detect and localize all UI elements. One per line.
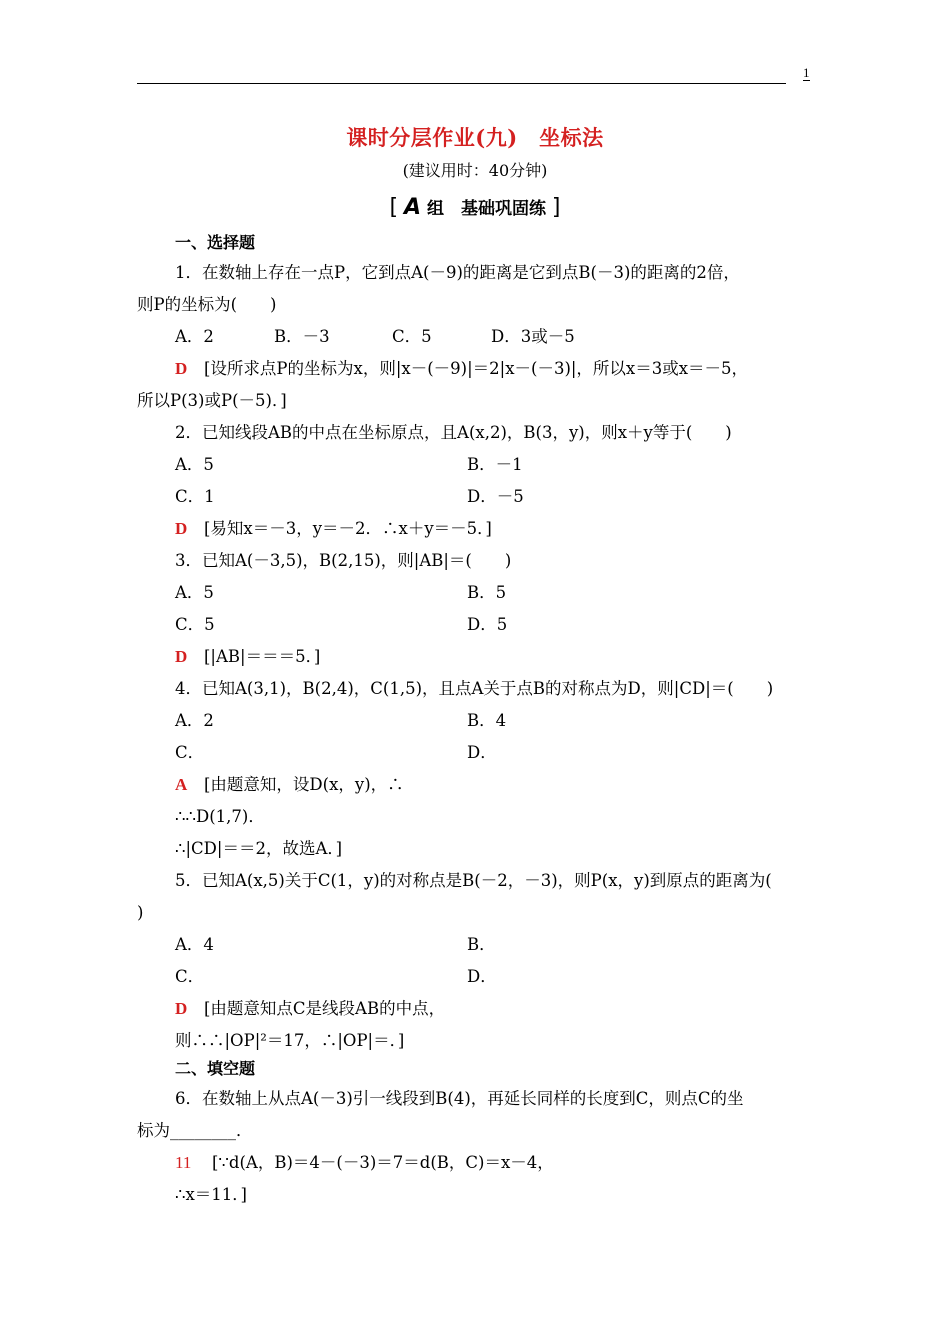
answer-explanation: [∵d(A，B)＝4－(－3)＝7＝d(B，C)＝x－4， [212,1153,554,1172]
answer-explanation: [|AB|＝＝＝5．] [204,647,321,666]
option-a: A．5 [175,583,214,602]
header-rule [137,83,786,84]
answer-value: 11 [175,1153,192,1172]
group-heading [0,194,950,220]
page-title: 课时分层作业(九) 坐标法 [346,125,604,150]
answer-explanation-cont: 所以P(3)或P(－5)．] [137,391,287,410]
section-heading: 二、填空题 [175,1059,256,1078]
option-a: A．4 [175,935,214,954]
option-d: D．3或－5 [491,327,575,346]
answer-explanation-cont: ∴|CD|＝＝2，故选A．] [175,839,343,858]
option-b: B．－3 [274,327,330,346]
question-6: 6．在数轴上从点A(－3)引一线段到B(4)，再延长同样的长度到C，则点C的坐 [175,1089,744,1108]
question-5: 5．已知A(x,5)关于C(1，y)的对称点是B(－2，－3)，则P(x，y)到原点的距离为( [175,871,772,890]
answer-letter: D [175,519,188,538]
answer-letter: D [175,359,188,378]
option-c: C． [175,967,205,986]
answer-explanation: [由题意知，设D(x，y)，∴ [204,775,404,794]
option-a: A．2 [175,711,214,730]
question-5-cont: ) [137,903,144,922]
question-2: 2．已知线段AB的中点在坐标原点，且A(x,2)，B(3，y)，则x＋y等于( ) [175,423,732,442]
option-a: A．5 [175,455,214,474]
answer-explanation-cont: 则∴∴|OP|²＝17，∴|OP|＝．] [175,1031,405,1050]
option-d: D． [467,967,497,986]
question-6-cont: 标为________． [137,1121,253,1140]
option-d: D．－5 [467,487,524,506]
question-1-cont: 则P的坐标为( ) [137,295,277,314]
option-b: B． [467,935,496,954]
answer-letter: D [175,999,188,1018]
question-4: 4．已知A(3,1)，B(2,4)，C(1,5)，且点A关于点B的对称点为D，则|CD|＝( ) [175,679,774,698]
answer-explanation-cont: ∴x＝11．] [175,1185,247,1204]
question-3: 3．已知A(－3,5)，B(2,15)，则|AB|＝( ) [175,551,512,570]
option-c: C．1 [175,487,215,506]
answer-explanation: [由题意知点C是线段AB的中点， [204,999,446,1018]
question-1: 1．在数轴上存在一点P，它到点A(－9)的距离是它到点B(－3)的距离的2倍， [175,263,740,282]
answer-letter: A [175,775,188,794]
bracket-close: ] [551,195,561,220]
option-b: B．4 [467,711,507,730]
option-c: C．5 [392,327,432,346]
option-d: D．5 [467,615,508,634]
option-d: D． [467,743,497,762]
option-c: C．5 [175,615,215,634]
group-label: 组 基础巩固练 [426,199,546,219]
answer-explanation: [易知x＝－3，y＝－2．∴x＋y＝－5．] [204,519,492,538]
answer-letter: D [175,647,188,666]
answer-explanation: [设所求点P的坐标为x，则|x－(－9)|＝2|x－(－3)|，所以x＝3或x＝－5， [204,359,749,378]
page-number: 1 [803,65,810,80]
option-c: C． [175,743,205,762]
suggested-time: (建议用时：40分钟) [402,161,548,180]
bracket-open: [ [389,195,399,220]
option-b: B．－1 [467,455,523,474]
section-heading: 一、选择题 [175,233,256,252]
group-letter: A [404,195,422,220]
option-a: A．2 [175,327,214,346]
answer-explanation-cont: ∴∴D(1,7)． [175,807,265,826]
option-b: B．5 [467,583,507,602]
